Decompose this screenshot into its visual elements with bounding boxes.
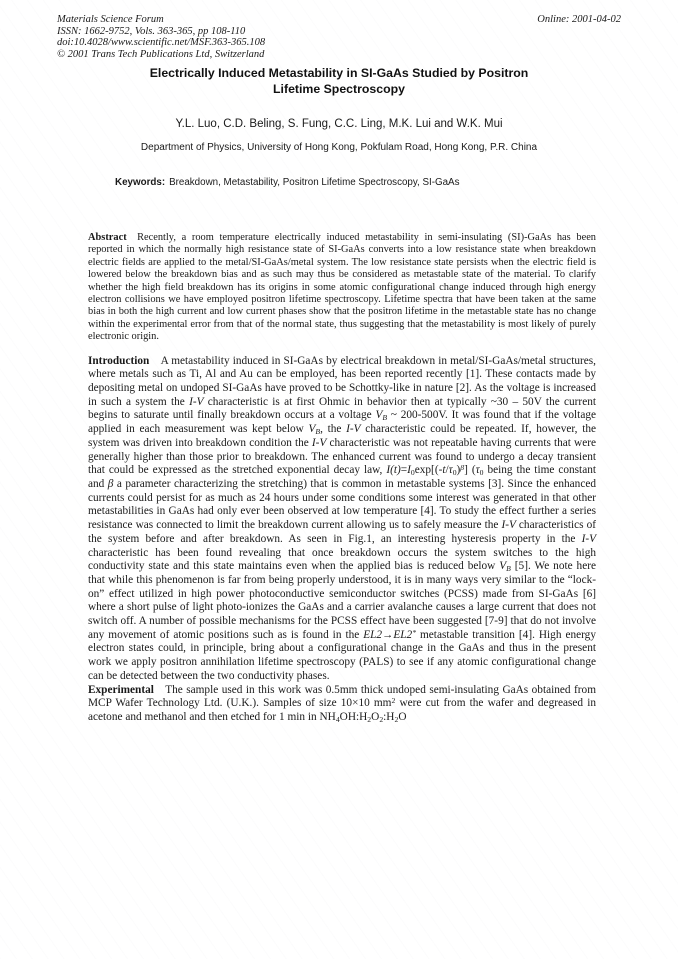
- keywords-line: [115, 177, 618, 188]
- issn-line: ISSN: 1662-9752, Vols. 363-365, pp 108-110: [57, 25, 246, 37]
- authors-line: Y.L. Luo, C.D. Beling, S. Fung, C.C. Ling, M.K. Lui and W.K. Mui: [175, 118, 503, 130]
- affiliation-line: Department of Physics, University of Hong Kong, Pokfulam Road, Hong Kong, P.R. China: [140, 142, 538, 153]
- paragraph-introduction: Introduction A metastability induced in SI-GaAs by electrical breakdown in metal/SI-GaAs/metal structures, where metals such as Ti, Al and Au can be employed, has been reported recently [1]. These contacts made by depositing metal on undoped SI-GaAs have proved to be Schottky-like in nature [2]. As the voltage is increased in such a system the I-V characteristic is at first Ohmic in behavior then at typically ~30 – 50V the current begins to saturate until finally breakdown occurs at a voltage $V_B$ ~ 200-500V. It was found that if the voltage applied in each measurement was kept below $V_B$, the I-V characteristic could be repeated. If, however, the system was driven into breakdown condition the I-V characteristic was not repeatable having currents that were generally higher than those prior to breakdown. The enhanced current was found to undergo a decay transient that could be expressed as the stretched exponential decay law, $I(t)=I_0\exp[(-t/\tau_0)^\beta]$ ($\tau_0$ being the time constant and β a parameter characterizing the stretching) that is common in metastable systems [3]. Since the enhanced currents could persist for as much as 24 hours under some conditions some interest was generated in that other metastabilities in GaAs had only ever been observed at low temperature [4]. To study the effect further a series resistance was connected to limit the breakdown current allowing us to safely measure the I-V characteristics of the system before and after breakdown. As seen in Fig.1, an interesting hysteresis property in the I-V characteristic has been found revealing that once breakdown occurs the system switches to the high conductivity state and this state maintains even when the applied bias is reduced below $V_B$ [5]. We note here that while this phenomenon is far from being properly understood, it is in many ways very similar to the “lock-on” effect utilized in high power photoconductive semiconductor switches (PCSS) made from SI-GaAs [6] where a short pulse of light photo-ionizes the GaAs and a carrier avalanche causes a large current that does not switch off. A number of possible mechanisms for the PCSS effect have been suggested [7-9] that do not involve any movement of atomic positions such as is found in the EL2→EL2* metastable transition [4]. High energy electron states could, in principle, bring about a configurational change in the GaAs and thus in the present work we apply positron annihilation lifetime spectroscopy (PALS) to see if any atomic configurational change can be detected between the two conductivity phases.: [88, 354, 596, 682]
- keywords-label: Keywords:: [115, 177, 166, 188]
- paragraph-abstract: Abstract Recently, a room temperature electrically induced metastability in semi-insulating (SI)-GaAs has been reported in which the normally high resistance state of SI-GaAs converts into a low resistance state when breakdown electric fields are applied to the metal/SI-GaAs/metal system. The low resistance state persists when the electric field is lowered below the breakdown bias and as such may thus be considered as metastable state of the material. To clarify whether the high field breakdown has its origins in some atomic configurational change induced through high energy electron collisions we have employed positron lifetime spectroscopy. Lifetime spectra that have been taken at the same bias in both the high current and low current phases show that the positron lifetime in the metastable state has no change within the experimental error from that of the normal state, thus suggesting that the metastability is most likely of purely electronic origin.: [88, 232, 596, 343]
- copyright-line: © 2001 Trans Tech Publications Ltd, Switzerland: [57, 48, 265, 60]
- article-title: Electrically Induced Metastability in SI-GaAs Studied by Positron Lifetime Spectroscopy: [149, 66, 529, 96]
- paragraph-experimental: Experimental The sample used in this work was 0.5mm thick undoped semi-insulating GaAs obtained from MCP Wafer Technology Ltd. (U.K.). Samples of size 10×10 $mm^2$ were cut from the wafer and degreased in acetone and methanol and then etched for 1 min in $NH_4OH:H_2O_2:H_2O$: [88, 683, 596, 724]
- keywords-text: Breakdown, Metastability, Positron Lifetime Spectroscopy, SI-GaAs: [169, 177, 460, 188]
- body-paragraphs: [88, 232, 596, 725]
- journal-header-block: [57, 14, 265, 60]
- doi-line: doi:10.4028/www.scientific.net/MSF.363-365.108: [57, 37, 266, 49]
- online-date: Online: 2001-04-02: [537, 14, 621, 25]
- journal-name: Materials Science Forum: [57, 14, 164, 25]
